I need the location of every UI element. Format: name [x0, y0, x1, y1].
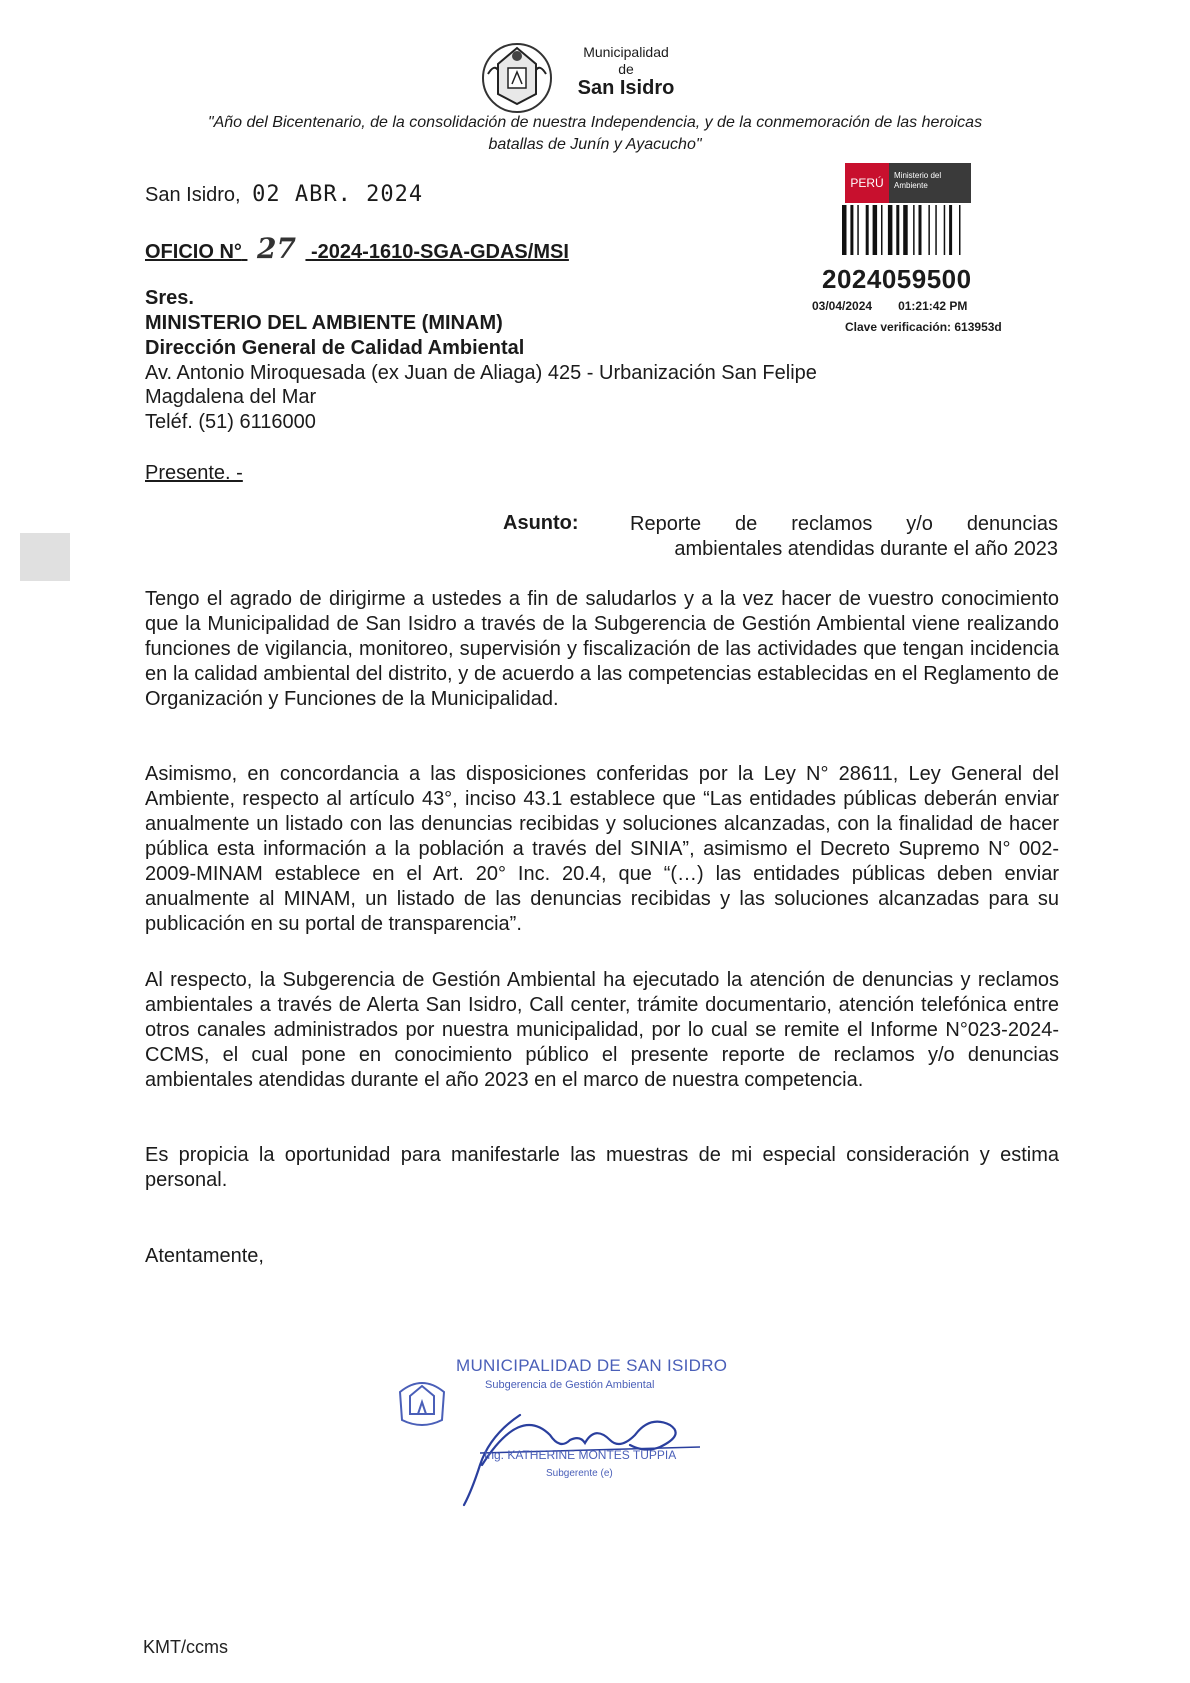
signer-role: Subgerente (e): [546, 1468, 613, 1479]
date-place: San Isidro,: [145, 184, 241, 206]
barcode-bar: [873, 205, 878, 255]
barcode-bar: [888, 205, 893, 255]
org-line-1: Municipalidad: [583, 44, 669, 60]
barcode-bar: [857, 205, 859, 255]
reference-initials: KMT/ccms: [143, 1637, 228, 1657]
barcode-bar: [949, 205, 952, 255]
barcode: [842, 205, 990, 255]
addressee-phone: Teléf. (51) 6116000: [145, 411, 316, 433]
date-stamp: 02 ABR. 2024: [252, 182, 424, 207]
addressee-salutation: Sres.: [145, 287, 194, 309]
org-line-3: San Isidro: [577, 77, 675, 99]
body-paragraph-2: Asimismo, en concordancia a las disposiciones conferidas por la Ley N° 28611, Ley General del Ambiente, respecto al artículo 43°, inciso 43.1 establece que “Las entidades públicas deberán enviar anualmente un listado con las denuncias recibidas y soluciones alcanzadas, con la finalidad de hacer pública esta información a la población a través del SINIA”, asimismo el Decreto Supremo N° 002-2009-MINAM establece en el Art. 20° Inc. 20.4, que “(…) las entidades públicas deben enviar anualmente al MINAM, un listado de las denuncias recibidas y las soluciones alcanzadas para su publicación en su portal de transparencia”.: [145, 763, 1059, 935]
barcode-bar: [842, 205, 847, 255]
registration-number: 2024059500: [822, 264, 972, 294]
oficio-number: [145, 232, 569, 265]
addressee-entity: MINISTERIO DEL AMBIENTE (MINAM): [145, 312, 503, 334]
registration-time: 01:21:42 PM: [898, 299, 968, 313]
oficio-handwritten-number: 27: [256, 232, 296, 265]
barcode-bar: [959, 205, 961, 255]
presente-line: Presente. -: [145, 462, 243, 484]
body-paragraph-1: Tengo el agrado de dirigirme a ustedes a fin de saludarlos y a la vez hacer de vuestro conocimiento que la Municipalidad de San Isidro a través de la Subgerencia de Gestión Ambiental viene realizando funciones de vigilancia, monitoreo, supervisión y fiscalización de las actividades que tengan incidencia en la calidad ambiental del distrito, y de acuerdo a las competencias establecidas en el Reglamento de Organización y Funciones de la Municipalidad.: [145, 588, 1059, 710]
header-org-name: [566, 44, 686, 97]
closing: Atentamente,: [145, 1245, 264, 1267]
scan-smudge: [20, 533, 70, 581]
barcode-bar: [896, 205, 899, 255]
motto-line-1: "Año del Bicentenario, de la consolidación de nuestra Independencia, y de la conmemoración de las heroicas: [207, 114, 983, 131]
body-paragraph-3: Al respecto, la Subgerencia de Gestión Ambiental ha ejecutado la atención de denuncias y reclamos ambientales a través de Alerta San Isidro, Call center, trámite documentario, atención telefónica entre otros canales administrados por nuestra municipalidad, por lo cual se remite el Informe N°023-2024-CCMS, el cual pone en conocimiento público el presente reporte de reclamos y/o denuncias ambientales atendidas durante el año 2023 en el marco de nuestra competencia.: [145, 969, 1059, 1091]
barcode-bar: [935, 205, 937, 255]
stamp-unit: Subgerencia de Gestión Ambiental: [485, 1379, 655, 1391]
date-line: [145, 182, 423, 207]
barcode-bar: [881, 205, 883, 255]
entity-label: Ministerio del Ambiente: [889, 163, 971, 203]
barcode-bar: [850, 205, 853, 255]
barcode-bar: [919, 205, 922, 255]
minam-badge: [845, 163, 971, 203]
oficio-prefix: OFICIO N°: [145, 241, 242, 263]
municipal-crest-logo: [476, 34, 558, 116]
barcode-bar: [944, 205, 946, 255]
addressee-district: Magdalena del Mar: [145, 386, 317, 408]
body-paragraph-4: Es propicia la oportunidad para manifestarle las muestras de mi especial consideración y estima personal.: [145, 1144, 1059, 1191]
subject-text: Reporte de reclamos y/o denuncias ambientales atendidas durante el año 2023: [630, 513, 1058, 560]
signer-name: Ing. KATHERINE MONTES TUPPIA: [484, 1448, 677, 1462]
registration-datetime: [812, 299, 967, 313]
oficio-suffix: -2024-1610-SGA-GDAS/MSI: [311, 241, 569, 263]
barcode-bar: [913, 205, 915, 255]
registration-date: 03/04/2024: [812, 299, 873, 313]
motto-line-2: batallas de Junín y Ayacucho": [488, 136, 702, 153]
addressee-department: Dirección General de Calidad Ambiental: [145, 337, 525, 359]
org-line-2: de: [618, 61, 634, 77]
addressee-address: Av. Antonio Miroquesada (ex Juan de Aliaga) 425 - Urbanización San Felipe: [145, 362, 817, 384]
stamp-entity: MUNICIPALIDAD DE SAN ISIDRO: [456, 1356, 728, 1375]
barcode-bar: [928, 205, 930, 255]
subject-label: Asunto:: [503, 512, 579, 534]
verification-key: Clave verificación: 613953d: [845, 320, 1002, 334]
year-motto: [140, 112, 1050, 156]
barcode-bar: [866, 205, 869, 255]
barcode-bar: [903, 205, 908, 255]
seal-icon: [392, 1372, 452, 1432]
peru-label: PERÚ: [845, 163, 889, 203]
